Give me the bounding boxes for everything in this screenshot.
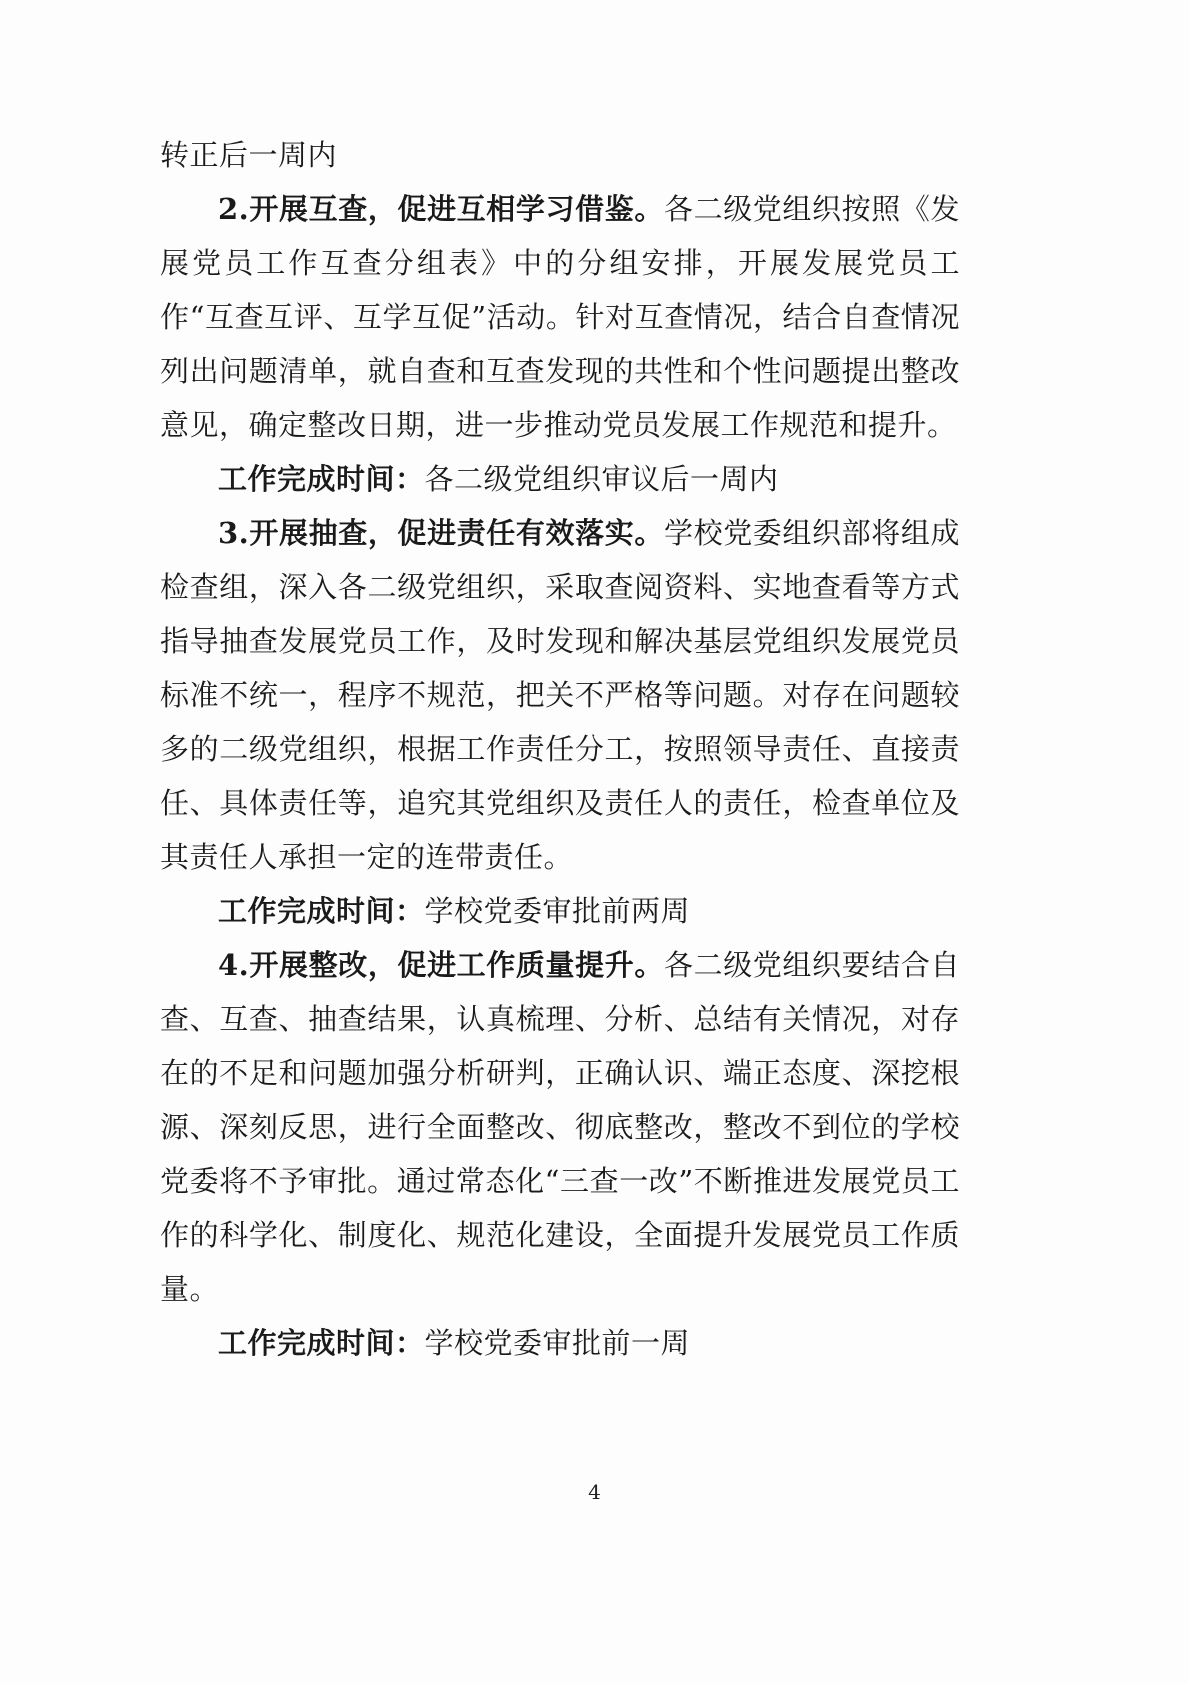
paragraph-item-3-lead: 3.开展抽查，促进责任有效落实。 <box>218 516 664 550</box>
document-body <box>160 128 960 1370</box>
deadline-item-2-value: 各二级党组织审议后一周内 <box>424 462 779 496</box>
page-number: 4 <box>588 1480 601 1504</box>
deadline-item-3 <box>160 884 960 938</box>
paragraph-item-3-body: 学校党委组织部将组成检查组，深入各二级党组织，采取查阅资料、实地查看等方式指导抽查发展党员工作，及时发现和解决基层党组织发展党员标准不统一，程序不规范，把关不严格等问题。对存在问题较多的二级党组织，根据工作责任分工，按照领导责任、直接责任、具体责任等，追究其党组织及责任人的责任，检查单位及其责任人承担一定的连带责任。 <box>160 516 960 874</box>
paragraph-item-2-lead: 2.开展互查，促进互相学习借鉴。 <box>218 192 664 226</box>
deadline-item-4-label: 工作完成时间： <box>218 1326 425 1360</box>
paragraph-item-4-lead: 4.开展整改，促进工作质量提升。 <box>218 948 664 982</box>
deadline-item-3-label: 工作完成时间： <box>218 894 425 928</box>
paragraph-item-4-body: 各二级党组织要结合自查、互查、抽查结果，认真梳理、分析、总结有关情况，对存在的不足和问题加强分析研判，正确认识、端正态度、深挖根源、深刻反思，进行全面整改、彻底整改，整改不到位的学校党委将不予审批。通过常态化“三查一改”不断推进发展党员工作的科学化、制度化、规范化建设，全面提升发展党员工作质量。 <box>160 948 960 1306</box>
deadline-item-2-label: 工作完成时间： <box>218 462 425 496</box>
deadline-item-3-value: 学校党委审批前两周 <box>424 894 691 928</box>
paragraph-item-2 <box>160 182 960 452</box>
paragraph-item-2-body: 各二级党组织按照《发展党员工作互查分组表》中的分组安排，开展发展党员工作“互查互评、互学互促”活动。针对互查情况，结合自查情况列出问题清单，就自查和互查发现的共性和个性问题提出整改意见，确定整改日期，进一步推动党员发展工作规范和提升。 <box>160 192 960 442</box>
deadline-item-2 <box>160 452 960 506</box>
deadline-item-4-value: 学校党委审批前一周 <box>424 1326 691 1360</box>
deadline-item-4 <box>160 1316 960 1370</box>
continuation-line <box>160 128 960 182</box>
paragraph-item-4 <box>160 938 960 1316</box>
paragraph-item-3 <box>160 506 960 884</box>
continuation-text: 转正后一周内 <box>160 138 338 172</box>
